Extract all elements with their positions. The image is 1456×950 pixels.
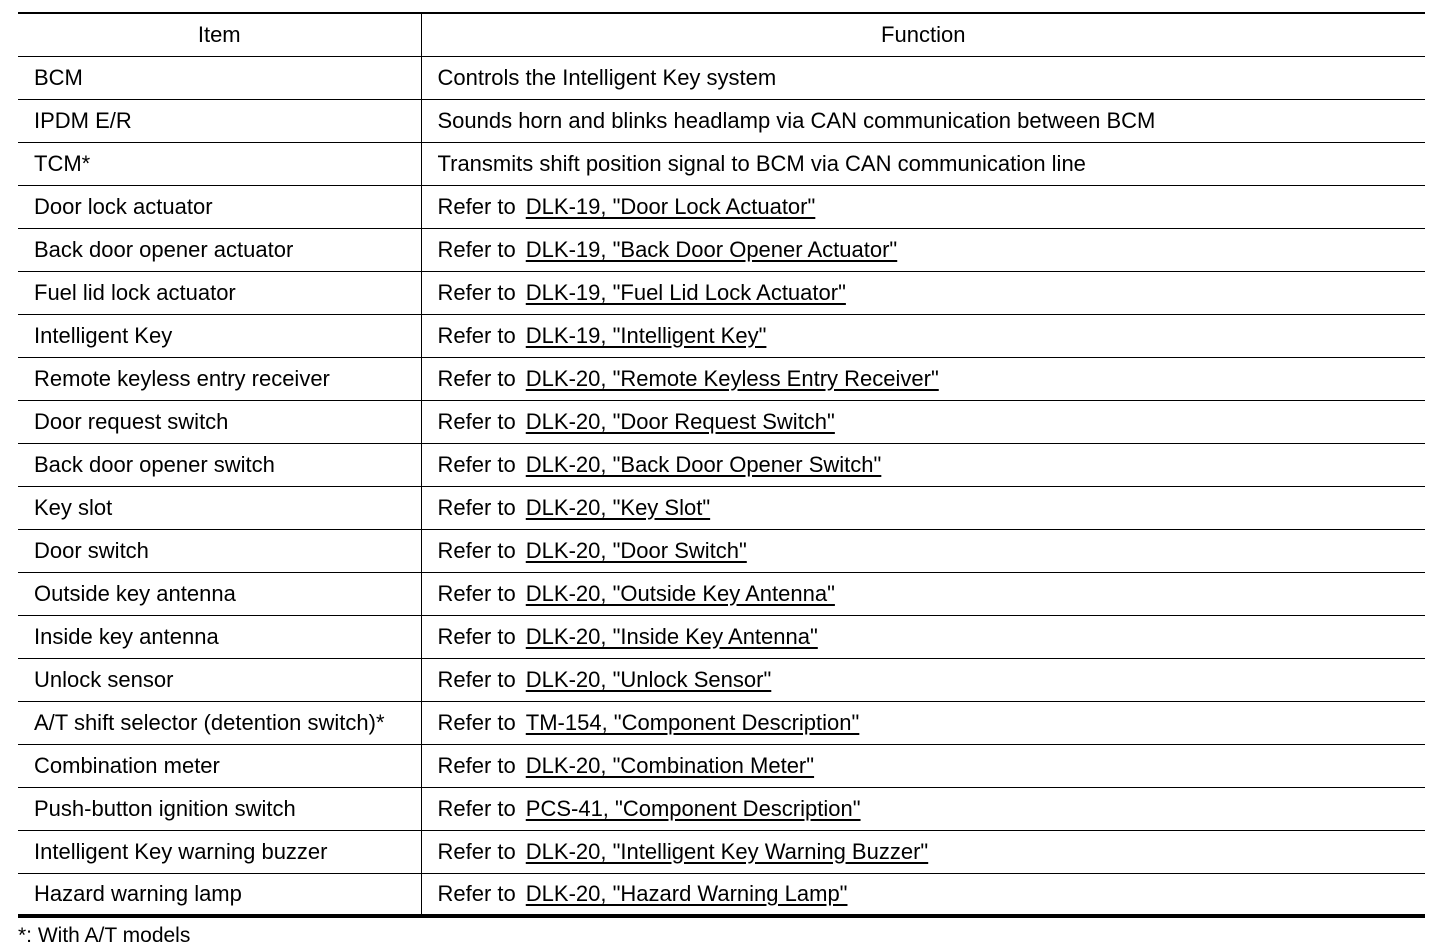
table-row [18,529,1425,572]
table-row [18,314,1425,357]
item-cell: IPDM E/R [18,99,421,142]
reference-link[interactable]: DLK-20, "Outside Key Antenna" [525,580,835,606]
refer-to-label: Refer to [437,193,516,219]
reference-link[interactable]: DLK-20, "Hazard Warning Lamp" [525,880,848,906]
table-row [18,400,1425,443]
item-cell: Hazard warning lamp [18,873,421,916]
refer-to-label: Refer to [437,236,516,262]
refer-to-label: Refer to [437,322,516,348]
item-cell: BCM [18,56,421,99]
reference-link[interactable]: DLK-20, "Unlock Sensor" [525,666,772,692]
table-row [18,185,1425,228]
item-cell: TCM* [18,142,421,185]
item-cell: Door lock actuator [18,185,421,228]
refer-to-label: Refer to [437,279,516,305]
table-row [18,787,1425,830]
item-cell: Push-button ignition switch [18,787,421,830]
function-cell [421,572,1425,615]
item-cell: Key slot [18,486,421,529]
component-table-container [18,12,1425,918]
item-cell: Outside key antenna [18,572,421,615]
refer-to-label: Refer to [437,623,516,649]
table-row [18,615,1425,658]
reference-link[interactable]: DLK-20, "Remote Keyless Entry Receiver" [525,365,939,391]
reference-link[interactable]: DLK-20, "Door Switch" [525,537,747,563]
function-cell [421,142,1425,185]
table-row [18,357,1425,400]
refer-to-label: Refer to [437,838,516,864]
item-cell: Intelligent Key warning buzzer [18,830,421,873]
refer-to-label: Refer to [437,365,516,391]
table-row [18,271,1425,314]
refer-to-label: Refer to [437,537,516,563]
function-cell [421,228,1425,271]
reference-link[interactable]: DLK-20, "Key Slot" [525,494,711,520]
function-cell [421,443,1425,486]
table-row [18,830,1425,873]
function-cell [421,830,1425,873]
function-cell [421,357,1425,400]
footnote: *: With A/T models [18,924,191,947]
function-text: Transmits shift position signal to BCM via CAN communication line [437,150,1086,176]
component-function-table [18,12,1425,918]
reference-link[interactable]: DLK-20, "Inside Key Antenna" [525,623,818,649]
function-cell [421,99,1425,142]
function-cell [421,271,1425,314]
function-text: Controls the Intelligent Key system [437,64,777,90]
table-row [18,486,1425,529]
item-cell: A/T shift selector (detention switch)* [18,701,421,744]
function-text: Sounds horn and blinks headlamp via CAN communication between BCM [437,107,1156,133]
function-cell [421,56,1425,99]
reference-link[interactable]: DLK-19, "Back Door Opener Actuator" [525,236,898,262]
reference-link[interactable]: DLK-20, "Door Request Switch" [525,408,835,434]
reference-link[interactable]: PCS-41, "Component Description" [525,795,861,821]
function-cell [421,873,1425,916]
reference-link[interactable]: DLK-20, "Back Door Opener Switch" [525,451,882,477]
item-cell: Intelligent Key [18,314,421,357]
reference-link[interactable]: TM-154, "Component Description" [525,709,860,735]
reference-link[interactable]: DLK-19, "Intelligent Key" [525,322,767,348]
table-row [18,228,1425,271]
reference-link[interactable]: DLK-20, "Intelligent Key Warning Buzzer" [525,838,929,864]
function-cell [421,658,1425,701]
refer-to-label: Refer to [437,580,516,606]
table-header-row [18,13,1425,56]
refer-to-label: Refer to [437,880,516,906]
table-row [18,744,1425,787]
function-cell [421,701,1425,744]
function-cell [421,314,1425,357]
item-cell: Remote keyless entry receiver [18,357,421,400]
header-function: Function [421,13,1425,56]
table-row [18,572,1425,615]
function-cell [421,615,1425,658]
function-cell [421,744,1425,787]
item-cell: Back door opener actuator [18,228,421,271]
table-row [18,443,1425,486]
refer-to-label: Refer to [437,494,516,520]
refer-to-label: Refer to [437,795,516,821]
item-cell: Fuel lid lock actuator [18,271,421,314]
table-row [18,658,1425,701]
table-row [18,99,1425,142]
item-cell: Back door opener switch [18,443,421,486]
item-cell: Unlock sensor [18,658,421,701]
item-cell: Door request switch [18,400,421,443]
function-cell [421,486,1425,529]
table-row [18,701,1425,744]
table-row [18,56,1425,99]
item-cell: Combination meter [18,744,421,787]
function-cell [421,529,1425,572]
function-cell [421,400,1425,443]
refer-to-label: Refer to [437,752,516,778]
table-body [18,56,1425,916]
refer-to-label: Refer to [437,709,516,735]
refer-to-label: Refer to [437,408,516,434]
table-row [18,873,1425,916]
function-cell [421,787,1425,830]
function-cell [421,185,1425,228]
item-cell: Inside key antenna [18,615,421,658]
reference-link[interactable]: DLK-20, "Combination Meter" [525,752,815,778]
header-item: Item [18,13,421,56]
reference-link[interactable]: DLK-19, "Door Lock Actuator" [525,193,816,219]
table-row [18,142,1425,185]
reference-link[interactable]: DLK-19, "Fuel Lid Lock Actuator" [525,279,846,305]
item-cell: Door switch [18,529,421,572]
refer-to-label: Refer to [437,451,516,477]
refer-to-label: Refer to [437,666,516,692]
